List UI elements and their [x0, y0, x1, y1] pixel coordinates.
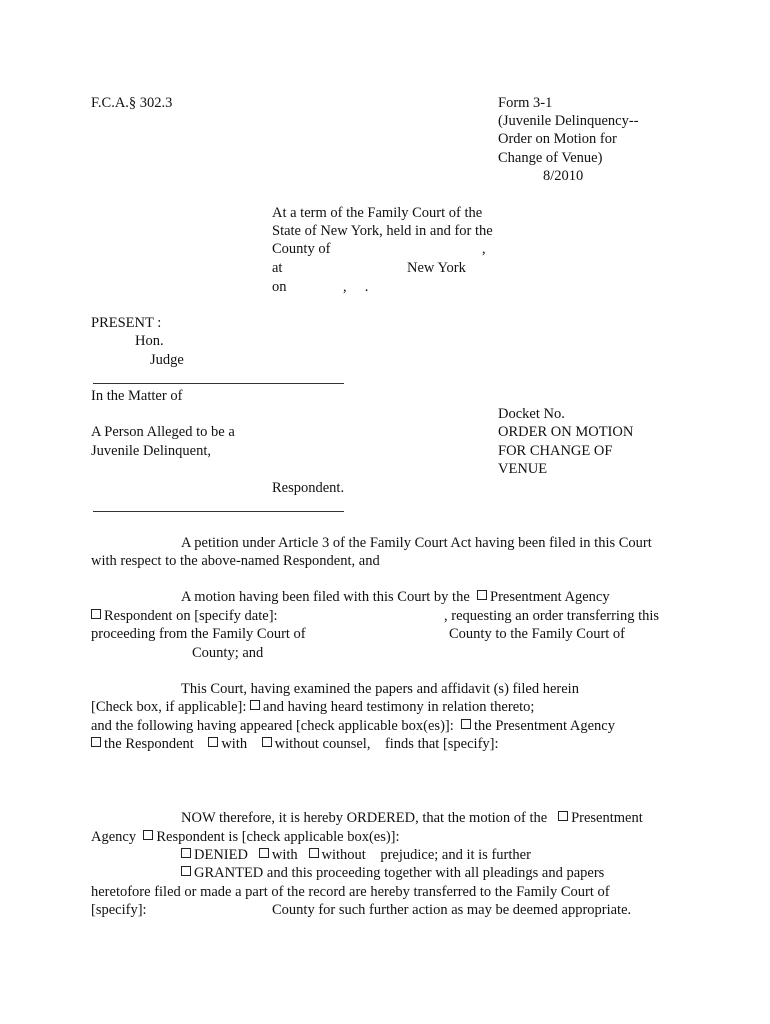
form-revision-date: 8/2010: [543, 168, 584, 184]
with-counsel-checkbox[interactable]: [208, 737, 218, 747]
county-and-text: County; and: [192, 645, 264, 661]
term-line-1: At a term of the Family Court of the: [272, 205, 483, 221]
appeared-presentment-checkbox[interactable]: [461, 719, 471, 729]
agency-text: Agency: [91, 829, 137, 845]
on-label: on: [272, 279, 287, 295]
county-of-label: County of: [272, 241, 331, 257]
finds-that-text: finds that [specify]:: [384, 736, 499, 752]
granted-option: GRANTED and this proceeding together with all pleadings and papers: [194, 865, 605, 881]
ordered-text: NOW therefore, it is hereby ORDERED, that the motion of the: [181, 810, 548, 826]
appeared-respondent-checkbox[interactable]: [91, 737, 101, 747]
presentment-agency-checkbox[interactable]: [477, 590, 487, 600]
present-label: PRESENT :: [91, 315, 162, 331]
caption-bottom-rule: [93, 511, 344, 512]
motion-paragraph-line-1: [181, 588, 610, 606]
ordered-respondent-option: Respondent is [check applicable box(es)]:: [156, 829, 400, 845]
without-counsel-checkbox[interactable]: [262, 737, 272, 747]
person-alleged-line-1: A Person Alleged to be a: [91, 424, 235, 440]
form-subtitle-3: Change of Venue): [498, 150, 603, 166]
county-comma: ,: [482, 241, 486, 257]
respondent-checkbox[interactable]: [91, 609, 101, 619]
at-label: at: [272, 260, 283, 276]
transfer-from-text: proceeding from the Family Court of: [91, 626, 306, 642]
ordered-paragraph-line-2: [91, 828, 400, 846]
denied-option: DENIED: [194, 847, 248, 863]
requesting-text: , requesting an order transferring this: [444, 608, 660, 624]
ordered-presentment-option: Presentment: [571, 810, 643, 826]
hon-label: Hon.: [135, 333, 164, 349]
date-punctuation: , .: [343, 279, 369, 295]
respondent-date-label: Respondent on [specify date]:: [104, 608, 278, 624]
form-number: Form 3-1: [498, 95, 553, 111]
ordered-presentment-checkbox[interactable]: [558, 811, 568, 821]
presentment-agency-option: Presentment Agency: [490, 589, 610, 605]
denied-without-option: without: [321, 847, 366, 863]
appeared-presentment-option: the Presentment Agency: [474, 718, 615, 734]
term-line-2: State of New York, held in and for the: [272, 223, 493, 239]
denied-without-checkbox[interactable]: [309, 848, 319, 858]
appeared-text: and the following having appeared [check applicable box(es)]:: [91, 718, 454, 734]
appeared-respondent-option: the Respondent: [104, 736, 194, 752]
form-subtitle-2: Order on Motion for: [498, 131, 617, 147]
ordered-paragraph-line-4: [181, 864, 604, 882]
denied-checkbox[interactable]: [181, 848, 191, 858]
order-title-3: VENUE: [498, 461, 548, 477]
denied-with-option: with: [271, 847, 298, 863]
order-title-1: ORDER ON MOTION: [498, 424, 634, 440]
form-subtitle-1: (Juvenile Delinquency--: [498, 113, 639, 129]
transfer-to-text: County to the Family Court of: [449, 626, 626, 642]
ordered-paragraph-line-5: heretofore filed or made a part of the record are hereby transferred to the Family Court of: [91, 884, 610, 900]
person-alleged-line-2: Juvenile Delinquent,: [91, 443, 212, 459]
examined-paragraph-line-1: This Court, having examined the papers and affidavit (s) filed herein: [181, 681, 579, 697]
prejudice-text: prejudice; and it is further: [380, 847, 531, 863]
matter-of-label: In the Matter of: [91, 388, 183, 404]
order-title-2: FOR CHANGE OF: [498, 443, 613, 459]
check-box-instruction: [Check box, if applicable]:: [91, 699, 247, 715]
testimony-text: and having heard testimony in relation thereto;: [263, 699, 535, 715]
without-counsel-option: without counsel,: [274, 736, 371, 752]
testimony-checkbox[interactable]: [250, 700, 260, 710]
petition-paragraph-line-2: with respect to the above-named Respondent, and: [91, 553, 380, 569]
ordered-respondent-checkbox[interactable]: [143, 830, 153, 840]
state-label: New York: [407, 260, 466, 276]
motion-filed-text: A motion having been filed with this Court by the: [181, 589, 470, 605]
examined-paragraph-line-4: [91, 735, 499, 753]
judge-label: Judge: [150, 352, 184, 368]
docket-number-label: Docket No.: [498, 406, 565, 422]
examined-paragraph-line-3: [91, 717, 615, 735]
caption-top-rule: [93, 383, 344, 384]
granted-checkbox[interactable]: [181, 866, 191, 876]
ordered-paragraph-line-3: [181, 846, 531, 864]
specify-label: [specify]:: [91, 902, 147, 918]
petition-paragraph-line-1: A petition under Article 3 of the Family Court Act having been filed in this Court: [181, 535, 652, 551]
motion-paragraph-line-2: [91, 607, 278, 625]
respondent-label: Respondent.: [272, 480, 345, 496]
examined-paragraph-line-2: [91, 698, 534, 716]
statute-reference: F.C.A.§ 302.3: [91, 95, 173, 111]
transfer-county-text: County for such further action as may be deemed appropriate.: [272, 902, 632, 918]
ordered-paragraph-line-1: [181, 809, 643, 827]
with-counsel-option: with: [221, 736, 248, 752]
denied-with-checkbox[interactable]: [259, 848, 269, 858]
